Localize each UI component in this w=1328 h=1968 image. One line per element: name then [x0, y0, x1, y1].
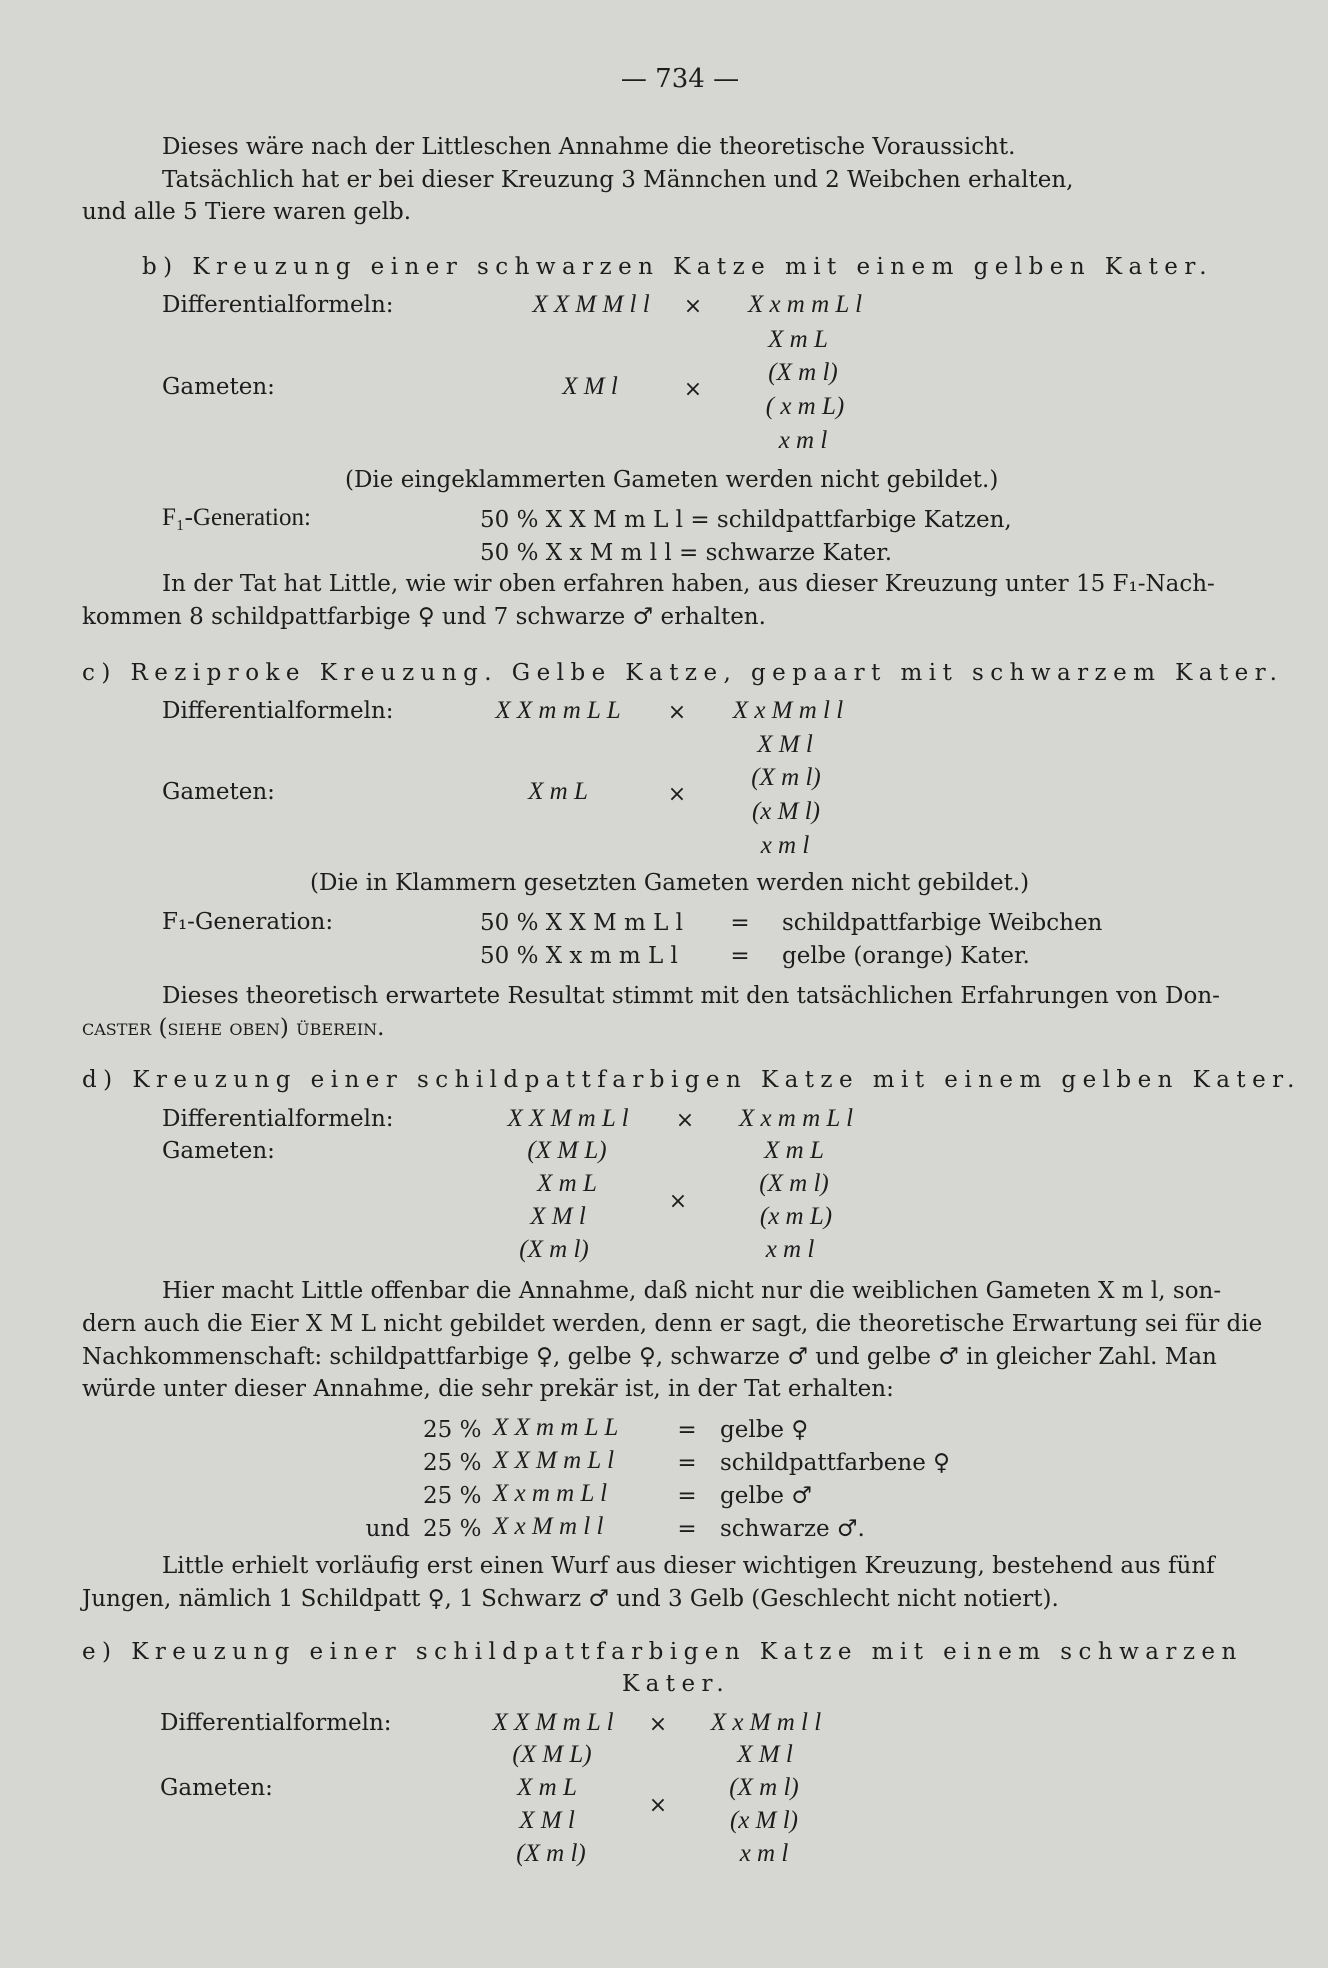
- section-e-diff-right: X x M m l l: [710, 1709, 822, 1736]
- section-d-gamete-left-2: X m L: [537, 1170, 597, 1197]
- section-c-f1-line-2-equals: =: [730, 943, 750, 969]
- section-d-diff-left: X X M m L l: [507, 1105, 629, 1132]
- section-d-gamete-right-3: (x m L): [759, 1203, 833, 1230]
- section-e-gamete-right-3: (x M l): [729, 1807, 799, 1834]
- section-d-text-3: Nachkommenschaft: schildpattfarbige ♀, gelbe ♀, schwarze ♂ und gelbe ♂ in gleicher Zahl. Man: [82, 1344, 1217, 1370]
- section-b-gamete-right-3: ( x m L): [765, 393, 845, 420]
- section-c-text-2: caster (siehe oben) überein.: [82, 1015, 385, 1041]
- section-c-heading: c) Reziproke Kreuzung. Gelbe Katze, gepaart mit schwarzem Kater.: [82, 660, 1284, 686]
- section-c-f1-label: F₁-Generation:: [162, 909, 334, 935]
- section-c-note: (Die in Klammern gesetzten Gameten werden nicht gebildet.): [310, 870, 1030, 896]
- section-c-diff-cross: ×: [667, 700, 687, 725]
- section-e-gam-label: Gameten:: [160, 1775, 273, 1801]
- result-row-2-equals: =: [677, 1450, 697, 1476]
- section-c-gamete-right-4: x m l: [760, 832, 810, 859]
- section-d-text-1: Hier macht Little offenbar die Annahme, daß nicht nur die weiblichen Gameten X m l, son-: [162, 1278, 1222, 1304]
- section-c-diff-label: Differentialformeln:: [162, 698, 394, 724]
- section-e-gam-cross: ×: [648, 1793, 668, 1818]
- section-b-note: (Die eingeklammerten Gameten werden nicht gebildet.): [345, 467, 999, 493]
- result-row-1-percent: 25 %: [423, 1417, 482, 1443]
- section-c-gamete-right-3: (x M l): [751, 798, 821, 825]
- result-row-4-prefix: und: [365, 1516, 410, 1542]
- section-c-f1-line-1-result: schildpattfarbige Weibchen: [782, 910, 1103, 936]
- section-b-gam-cross: ×: [683, 377, 703, 402]
- section-b-text-2: kommen 8 schildpattfarbige ♀ und 7 schwarze ♂ erhalten.: [82, 604, 766, 630]
- section-e-gamete-left-2: X m L: [517, 1774, 577, 1801]
- section-c-f1-line-2-result: gelbe (orange) Kater.: [782, 943, 1030, 969]
- result-row-2-percent: 25 %: [423, 1450, 482, 1476]
- result-row-3-formula: X x m m L l: [493, 1480, 608, 1507]
- result-row-4-result: schwarze ♂.: [720, 1516, 865, 1542]
- section-d-diff-label: Differentialformeln:: [162, 1106, 394, 1132]
- section-e-gamete-left-3: X M l: [519, 1807, 575, 1834]
- section-c-gamete-left: X m L: [528, 778, 588, 805]
- result-row-3-equals: =: [677, 1483, 697, 1509]
- section-b-diff-cross: ×: [683, 294, 703, 319]
- section-c-f1-line-1-equals: =: [730, 910, 750, 936]
- section-b-diff-left: X X M M l l: [532, 291, 650, 318]
- intro-line-2: Tatsächlich hat er bei dieser Kreuzung 3 Männchen und 2 Weibchen erhalten,: [162, 167, 1074, 193]
- section-b-gamete-right-1: X m L: [768, 326, 828, 353]
- section-e-heading-line-1: e) Kreuzung einer schildpattfarbigen Katze mit einem schwarzen: [82, 1639, 1243, 1665]
- section-b-diff-right: X x m m L l: [747, 291, 863, 318]
- result-row-3-percent: 25 %: [423, 1483, 482, 1509]
- section-b-gam-label: Gameten:: [162, 374, 275, 400]
- result-row-3-result: gelbe ♂: [720, 1483, 812, 1509]
- result-row-4-formula: X x M m l l: [493, 1513, 604, 1540]
- section-e-diff-left: X X M m L l: [492, 1709, 614, 1736]
- section-b-gamete-left: X M l: [562, 373, 618, 400]
- section-c-text-1: Dieses theoretisch erwartete Resultat stimmt mit den tatsächlichen Erfahrungen von Don-: [162, 983, 1220, 1009]
- result-row-2-formula: X X M m L l: [493, 1447, 615, 1474]
- section-c-gamete-right-1: X M l: [757, 731, 813, 758]
- section-d-gamete-left-1: (X M L): [527, 1137, 607, 1164]
- intro-line-1: Dieses wäre nach der Littleschen Annahme die theoretische Voraussicht.: [162, 134, 1016, 160]
- section-c-diff-right: X x M m l l: [732, 697, 844, 724]
- section-e-gamete-left-4: (X m l): [516, 1840, 586, 1867]
- section-c-diff-left: X X m m L L: [495, 697, 621, 724]
- section-e-diff-label: Differentialformeln:: [160, 1710, 392, 1736]
- section-d-gamete-right-4: x m l: [765, 1236, 815, 1263]
- page-number: — 734 —: [620, 64, 740, 94]
- intro-line-3: und alle 5 Tiere waren gelb.: [82, 199, 412, 225]
- section-d-text-5: Little erhielt vorläufig erst einen Wurf aus dieser wichtigen Kreuzung, bestehend aus fünf: [162, 1553, 1215, 1579]
- section-d-gamete-right-1: X m L: [764, 1137, 824, 1164]
- section-b-f1-line-1: 50 % X X M m L l = schildpattfarbige Katzen,: [480, 507, 1012, 533]
- result-row-1-equals: =: [677, 1417, 697, 1443]
- section-d-text-6: Jungen, nämlich 1 Schildpatt ♀, 1 Schwarz ♂ und 3 Gelb (Geschlecht nicht notiert).: [82, 1586, 1059, 1612]
- section-c-gam-label: Gameten:: [162, 779, 275, 805]
- section-b-diff-label: Differentialformeln:: [162, 292, 394, 318]
- section-d-diff-right: X x m m L l: [738, 1105, 854, 1132]
- result-row-1-result: gelbe ♀: [720, 1417, 809, 1443]
- section-b-f1-line-2: 50 % X x M m l l = schwarze Kater.: [480, 540, 893, 566]
- section-d-diff-cross: ×: [675, 1108, 695, 1133]
- section-e-gamete-right-4: x m l: [739, 1840, 789, 1867]
- section-d-gam-label: Gameten:: [162, 1138, 275, 1164]
- section-e-heading-line-2: Kater.: [622, 1671, 731, 1697]
- section-d-heading: d) Kreuzung einer schildpattfarbigen Katze mit einem gelben Kater.: [82, 1067, 1301, 1093]
- section-e-diff-cross: ×: [648, 1712, 668, 1737]
- section-d-text-2: dern auch die Eier X M L nicht gebildet werden, denn er sagt, die theoretische Erwartung sei für die: [82, 1311, 1263, 1337]
- section-b-gamete-right-4: x m l: [778, 427, 828, 454]
- section-b-gamete-right-2: (X m l): [768, 359, 838, 386]
- section-b-text-1: In der Tat hat Little, wie wir oben erfahren haben, aus dieser Kreuzung unter 15 F₁-Nach-: [162, 571, 1215, 597]
- section-d-gamete-left-4: (X m l): [519, 1236, 589, 1263]
- result-row-2-result: schildpattfarbene ♀: [720, 1450, 950, 1476]
- result-row-1-formula: X X m m L L: [493, 1414, 619, 1441]
- section-c-f1-line-1-formula: 50 % X X M m L l: [480, 910, 684, 936]
- section-d-text-4: würde unter dieser Annahme, die sehr prekär ist, in der Tat erhalten:: [82, 1376, 894, 1402]
- section-e-gamete-right-2: (X m l): [729, 1774, 799, 1801]
- result-row-4-equals: =: [677, 1516, 697, 1542]
- section-e-gamete-right-1: X M l: [737, 1741, 793, 1768]
- section-c-f1-line-2-formula: 50 % X x m m L l: [480, 943, 678, 969]
- section-b-heading: b) Kreuzung einer schwarzen Katze mit einem gelben Kater.: [142, 254, 1213, 280]
- section-e-gamete-left-1: (X M L): [512, 1741, 592, 1768]
- section-b-f1-label: F₁-Generation:: [162, 504, 311, 531]
- section-c-gamete-right-2: (X m l): [751, 764, 821, 791]
- section-d-gam-cross: ×: [668, 1189, 688, 1214]
- section-d-gamete-right-2: (X m l): [759, 1170, 829, 1197]
- result-row-4-percent: 25 %: [423, 1516, 482, 1542]
- section-c-gam-cross: ×: [667, 782, 687, 807]
- section-d-gamete-left-3: X M l: [530, 1203, 586, 1230]
